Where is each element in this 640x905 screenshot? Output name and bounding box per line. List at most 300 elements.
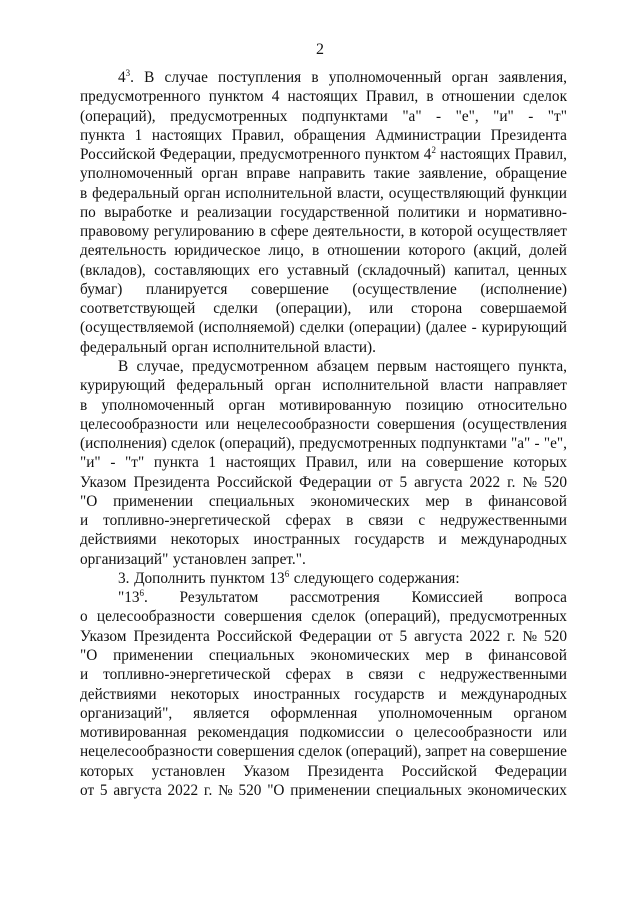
word: связи (368, 512, 404, 530)
word: на (401, 454, 417, 472)
word: некоторых (170, 531, 240, 549)
text-line (80, 492, 567, 511)
word: пункта (153, 454, 199, 472)
text-line (80, 434, 567, 453)
word: сделок (298, 743, 343, 761)
word: Федерации (299, 473, 372, 491)
word: некоторых (170, 685, 240, 703)
text-line (80, 299, 567, 318)
word: которых (80, 762, 134, 780)
word: (далее (425, 319, 467, 337)
word: 520 (544, 627, 567, 645)
word: Указом (80, 627, 127, 645)
word: предусмотренного (80, 88, 201, 106)
word: Федерации (494, 762, 567, 780)
word: курирующий (80, 377, 166, 395)
word: (операций), (364, 608, 441, 626)
word: случае, (136, 357, 184, 375)
superscript: 6 (139, 588, 145, 599)
word: пункта, (518, 357, 567, 375)
word: экономических (310, 492, 410, 510)
word: Президента (490, 126, 567, 144)
word: и (438, 531, 447, 549)
word: № (522, 473, 538, 491)
word: абзацем (316, 357, 369, 375)
word: (операции), (275, 300, 352, 318)
word: первым (377, 357, 427, 375)
word: предусмотренных (449, 608, 567, 626)
word: заявления, (498, 69, 567, 86)
word: правовому (80, 223, 150, 241)
text-line (80, 184, 567, 203)
word: мер (425, 646, 450, 664)
text-line (80, 723, 567, 742)
word: в (346, 666, 354, 684)
word: совершения (216, 743, 295, 761)
word: мотивированную (279, 396, 392, 414)
word: и (80, 512, 89, 530)
word: - (534, 435, 540, 453)
word: его (258, 261, 279, 279)
word: настоящих (287, 88, 358, 106)
word: (исполнения) (80, 435, 167, 453)
word: политики (397, 203, 460, 221)
word: запрет (425, 743, 468, 761)
word: (операций), (345, 743, 422, 761)
word: направляет (494, 377, 567, 395)
page-number: 2 (316, 41, 324, 58)
word: нецелесообразности (80, 743, 213, 761)
word: которых (513, 454, 567, 472)
word: - (436, 107, 442, 125)
word: топливно-энергетической (103, 666, 271, 684)
word: рассмотрения (289, 589, 380, 607)
word: исполнительной (322, 377, 429, 395)
word: установлен (172, 550, 247, 568)
word: Российской (80, 146, 156, 164)
word: или (369, 300, 394, 318)
word: 4 (271, 88, 280, 106)
word: Федерации, (159, 146, 236, 164)
word: целесообразности (96, 608, 215, 626)
text-line (80, 762, 567, 781)
word: в (80, 396, 88, 414)
word: Администрации (375, 126, 481, 144)
word: в (80, 184, 88, 202)
word: от (80, 781, 95, 799)
word: "О (80, 492, 98, 510)
word: нормативно- (484, 203, 567, 221)
word: осуществляющий (388, 184, 505, 202)
word: капитал, (453, 261, 510, 279)
word: пунктом (364, 146, 420, 164)
word: планируется (146, 280, 228, 298)
word: совершение (489, 743, 567, 761)
word: (осуществление (352, 280, 457, 298)
word: государств (354, 685, 425, 703)
word: (исполнение) (480, 280, 567, 298)
word: уполномоченным (378, 704, 493, 722)
word: Президента (133, 473, 210, 491)
word: (исполняемой) (198, 319, 295, 337)
word: обращения (293, 126, 366, 144)
word: г. (203, 781, 213, 799)
word: настоящих (440, 146, 511, 164)
word: запрет.". (251, 550, 306, 568)
word: $4^3$. (118, 68, 134, 86)
word: соответствующей (80, 300, 196, 318)
word: в (312, 242, 320, 260)
word: сделок (311, 608, 356, 626)
word: $4^2$ (423, 145, 436, 164)
word: 2022 (469, 627, 501, 645)
word: подпунктами (301, 107, 388, 125)
word: 2022 (167, 781, 199, 799)
text-line (80, 607, 567, 626)
word: (операции) (349, 319, 421, 337)
word: сделки (299, 319, 345, 337)
word: или (205, 415, 230, 433)
word: отношении (327, 242, 401, 260)
word: недружественными (440, 666, 567, 684)
word: "т" (125, 454, 145, 472)
word: (операций), (219, 435, 295, 453)
word: 5 (399, 473, 408, 491)
word: 520 (544, 473, 567, 491)
text-line (80, 646, 567, 665)
word: - (110, 454, 116, 472)
word: "а" (402, 107, 422, 125)
word: и (438, 685, 447, 703)
word: предусмотренных (170, 107, 288, 125)
word: обращение (495, 165, 567, 183)
word: поступления (218, 69, 302, 86)
word: "е", (543, 435, 567, 453)
word: в (465, 646, 473, 664)
word: юридическое (174, 242, 261, 260)
word: (осуществления (462, 415, 567, 433)
word: Президента (133, 627, 210, 645)
word: "О (80, 646, 98, 664)
word: Российской (401, 762, 477, 780)
word: или (367, 454, 392, 472)
word: - (528, 107, 534, 125)
word: деятельность (80, 242, 167, 260)
word: специальных (208, 492, 295, 510)
word: "т" (547, 107, 567, 125)
word: совершаемой (480, 300, 567, 318)
word: пункта (80, 126, 125, 144)
superscript: 3 (125, 68, 131, 78)
word: настоящих (225, 454, 296, 472)
word: финансовой (488, 492, 567, 510)
text-line (80, 261, 567, 280)
word: и (180, 203, 189, 221)
word: 5 (399, 627, 408, 645)
text-line (80, 376, 567, 395)
word: функции (509, 184, 567, 202)
word: орган (201, 165, 238, 183)
word: Российской (216, 473, 293, 491)
text-line (80, 203, 567, 222)
word: сделки (213, 300, 258, 318)
text-line (80, 107, 567, 126)
word: предусмотренного (239, 146, 361, 164)
word: В (118, 357, 129, 375)
text-line (80, 742, 567, 761)
word: о (80, 608, 88, 626)
word: $13^6$ (269, 568, 290, 587)
word: совершения (377, 415, 455, 433)
word: Комиссией (411, 589, 483, 607)
word: организаций", (80, 704, 173, 722)
word: 5 (99, 781, 108, 799)
text-line (80, 685, 567, 704)
word: топливно-энергетической (103, 512, 271, 530)
word: по (80, 203, 96, 221)
text-line (80, 473, 567, 492)
text-line (80, 550, 567, 569)
word: в (409, 223, 417, 241)
word: № (218, 781, 233, 799)
word: августа (113, 781, 162, 799)
word: составляющих (154, 261, 251, 279)
word: настоящего (435, 357, 510, 375)
word: от (378, 627, 393, 645)
text-line (80, 781, 567, 800)
word: ценных (517, 261, 567, 279)
word: "е", (455, 107, 479, 125)
word: содержания: (378, 569, 460, 587)
word: 1 (134, 126, 143, 144)
text-line (80, 357, 567, 376)
text-line (80, 569, 567, 588)
word: совершение (251, 280, 329, 298)
text-line (80, 665, 567, 684)
word: подпунктами (420, 435, 507, 453)
text-line (80, 396, 567, 415)
word: (операций), (80, 107, 156, 125)
word: с (418, 666, 426, 684)
word: экономических (467, 781, 567, 799)
word: г. (507, 627, 516, 645)
word: иностранных (253, 531, 341, 549)
word: направить (298, 165, 366, 183)
word: сделок (522, 88, 567, 106)
word: оформленная (270, 704, 358, 722)
word: международных (460, 685, 567, 703)
word: совершение (425, 454, 504, 472)
word: Федерации (299, 627, 372, 645)
word: подкомиссии (299, 724, 385, 742)
superscript: 6 (284, 568, 290, 579)
word: федеральный (176, 377, 264, 395)
word: мер (425, 492, 450, 510)
word: иностранных (253, 685, 341, 703)
word: применении (113, 646, 194, 664)
word: применении (290, 781, 371, 799)
word: государств (354, 531, 425, 549)
word: которой (420, 223, 473, 241)
text-line (80, 453, 567, 472)
word: специальных (208, 646, 295, 664)
word: целесообразности (414, 724, 533, 742)
word: - (471, 319, 477, 337)
word: связи (368, 666, 404, 684)
word: федеральный (92, 184, 180, 202)
word: международных (460, 531, 567, 549)
text-line (80, 588, 567, 607)
word: в (465, 492, 473, 510)
word: орган (171, 338, 209, 356)
word: деятельности, (313, 223, 405, 241)
word: уполномоченный (101, 396, 215, 414)
word: орган (183, 184, 221, 202)
word: Указом (80, 473, 127, 491)
text-line (80, 68, 567, 87)
word: власти (440, 377, 484, 395)
word: уставный (287, 261, 350, 279)
word: сфере (270, 223, 309, 241)
document-body (80, 68, 567, 800)
word: федеральный (80, 338, 167, 356)
word: которого (408, 242, 466, 260)
word: № (522, 627, 538, 645)
word: организаций" (80, 550, 169, 568)
word: орган (228, 396, 266, 414)
word: 1 (208, 454, 217, 472)
word: финансовой (488, 646, 567, 664)
word: пунктом (208, 88, 264, 106)
word: (осуществляемой (80, 319, 194, 337)
word: в (346, 512, 354, 530)
word: Результатом (179, 589, 259, 607)
word: г. (507, 473, 516, 491)
word: 2022 (469, 473, 501, 491)
word: курирующий (481, 319, 567, 337)
word: предусмотренных (299, 435, 417, 453)
word: исполнительной (225, 184, 333, 202)
word: Правил, (365, 88, 419, 106)
text-line (80, 164, 567, 183)
word: применении (113, 492, 194, 510)
word: в (426, 88, 434, 106)
word: осуществляет (477, 223, 567, 241)
word: с (418, 512, 426, 530)
text-line (80, 530, 567, 549)
word: уполномоченный (80, 165, 193, 183)
word: в (258, 223, 266, 241)
word: недружественными (440, 512, 567, 530)
word: на (470, 743, 486, 761)
word: регулированию (153, 223, 255, 241)
word: нецелесообразности (236, 415, 370, 433)
word: специальных (376, 781, 462, 799)
word: пунктом (210, 569, 265, 587)
word: 3. (118, 569, 130, 587)
word: орган (451, 69, 489, 86)
word: относительно (477, 396, 567, 414)
superscript: 2 (431, 145, 436, 156)
word: власти, (336, 184, 384, 202)
word: сделок (171, 435, 216, 453)
word: лицо, (268, 242, 305, 260)
word: настоящих (151, 126, 223, 144)
word: (акций, (473, 242, 522, 260)
word: органом (513, 704, 567, 722)
word: действиями (80, 685, 157, 703)
word: позицию (405, 396, 464, 414)
word: В (144, 69, 155, 86)
word: сферах (285, 666, 332, 684)
word: Указом (243, 762, 290, 780)
word: "а" (511, 435, 531, 453)
word: и (468, 203, 477, 221)
word: августа (414, 627, 463, 645)
word: Правил, (231, 126, 285, 144)
word: орган (274, 377, 312, 395)
word: Правил, (514, 146, 567, 164)
word: или (542, 724, 567, 742)
word: государственной (280, 203, 390, 221)
word: "$13^6$. (118, 588, 148, 607)
word: мотивированная (80, 724, 187, 742)
text-line (80, 145, 567, 164)
word: экономических (310, 646, 410, 664)
word: "и" (493, 107, 514, 125)
text-line (80, 222, 567, 241)
word: августа (414, 473, 463, 491)
word: вправе (246, 165, 291, 183)
word: (складочный) (357, 261, 446, 279)
text-line (80, 511, 567, 530)
word: Дополнить (134, 569, 206, 587)
text-line (80, 280, 567, 299)
word: случае (164, 69, 208, 86)
word: совершения (224, 608, 303, 626)
word: Президента (307, 762, 384, 780)
word: является (193, 704, 250, 722)
word: следующего (293, 569, 374, 587)
word: отношении (441, 88, 515, 106)
word: "и" (80, 454, 101, 472)
word: бумаг) (80, 280, 123, 298)
word: "О (267, 781, 285, 799)
text-line (80, 87, 567, 106)
text-line (80, 126, 567, 145)
text-line (80, 704, 567, 723)
text-line (80, 415, 567, 434)
word: установлен (151, 762, 226, 780)
word: 520 (238, 781, 262, 799)
word: действиями (80, 531, 157, 549)
word: исполнительной (212, 338, 320, 356)
word: долей (529, 242, 567, 260)
word: целесообразности (80, 415, 199, 433)
word: реализации (197, 203, 272, 221)
word: Правил, (305, 454, 358, 472)
word: Российской (216, 627, 293, 645)
word: заявление, (418, 165, 487, 183)
word: такие (373, 165, 410, 183)
word: сторона (411, 300, 463, 318)
word: и (80, 666, 89, 684)
word: (вкладов), (80, 261, 146, 279)
text-line (80, 338, 567, 357)
text-line (80, 318, 567, 337)
word: предусмотренном (191, 357, 309, 375)
word: в (311, 69, 319, 86)
